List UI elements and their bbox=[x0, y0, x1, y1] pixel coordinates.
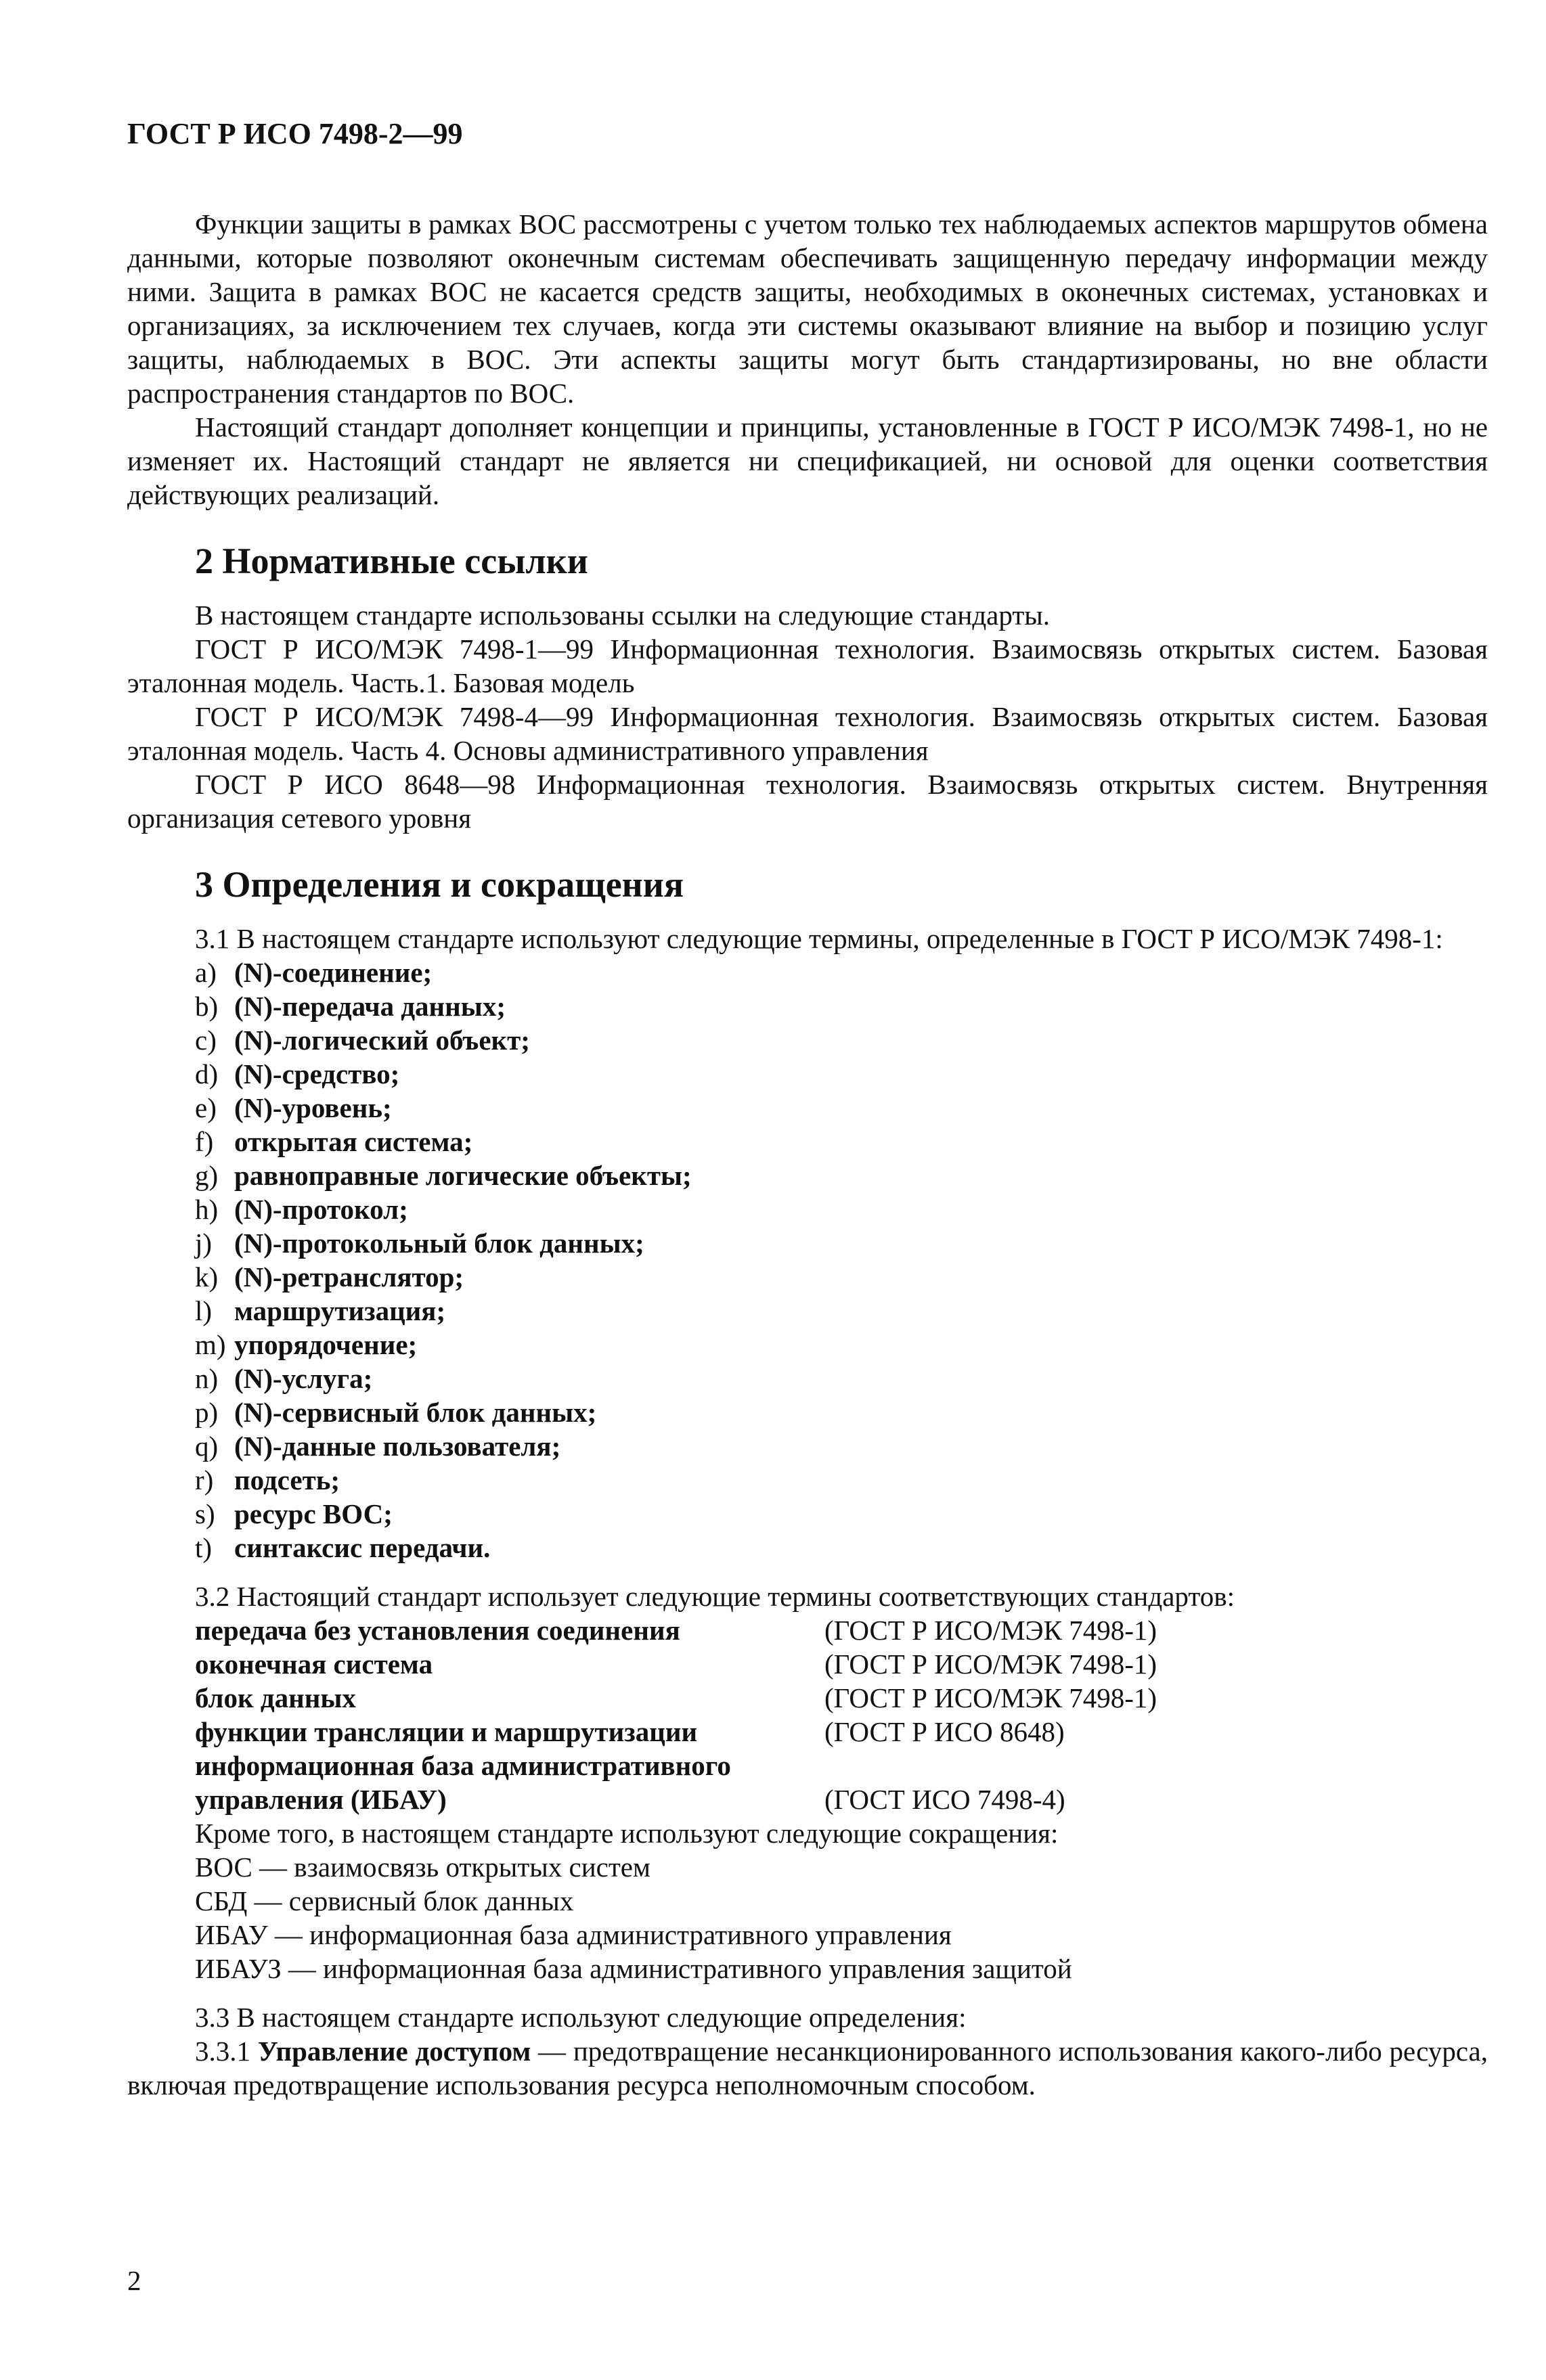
running-title: ГОСТ Р ИСО 7498-2—99 bbox=[127, 117, 463, 150]
table-row: оконечная система (ГОСТ Р ИСО/МЭК 7498-1) bbox=[195, 1648, 1157, 1680]
normative-ref-3: ГОСТ Р ИСО 8648—98 Информационная технология. Взаимосвязь открытых систем. Внутренняя организация сетевого уровня bbox=[127, 769, 1488, 834]
section-2-title: 2 Нормативные ссылки bbox=[195, 541, 588, 581]
list-item: r) подсеть; bbox=[195, 1464, 340, 1496]
definition-text: — предотвращение несанкционированного использования какого-либо ресурса, включая предотвращение использования ресурса неполномочным способом. bbox=[127, 2036, 1488, 2101]
list-item: b) (N)-передача данных; bbox=[195, 991, 506, 1022]
list-item: e) (N)-уровень; bbox=[195, 1092, 392, 1123]
abbreviation-item: ВОС — взаимосвязь открытых систем bbox=[195, 1851, 650, 1883]
table-row: информационная база административного bbox=[195, 1750, 731, 1781]
intro-paragraph-2: Настоящий стандарт дополняет концепции и принципы, установленные в ГОСТ Р ИСО/МЭК 7498-1, но не изменяет их. Настоящий стандарт не является ни спецификацией, ни основой для оценки соответствия действующих реализаций. bbox=[127, 411, 1488, 510]
list-item: n) (N)-услуга; bbox=[195, 1363, 373, 1394]
definition-3-3-1 bbox=[127, 2034, 1488, 2102]
list-item: m) упорядочение; bbox=[195, 1329, 418, 1360]
abbreviations-lead: Кроме того, в настоящем стандарте используют следующие сокращения: bbox=[195, 1818, 1059, 1849]
abbreviation-item: СБД — сервисный блок данных bbox=[195, 1885, 574, 1916]
list-item: f) открытая система; bbox=[195, 1126, 473, 1157]
intro-paragraph-1: Функции защиты в рамках ВОС рассмотрены с учетом только тех наблюдаемых аспектов маршрутов обмена данными, которые позволяют оконечным системам обеспечивать защищенную передачу информации между ними. Защита в рамках ВОС не касается средств защиты, необходимых в оконечных системах, установках и организациях, за исключением тех случаев, когда эти системы оказывают влияние на выбор и позицию услуг защиты, наблюдаемых в ВОС. Эти аспекты защиты могут быть стандартизированы, но вне области распространения стандартов по ВОС. bbox=[127, 208, 1488, 409]
abbreviation-item: ИБАУ — информационная база административного управления bbox=[195, 1919, 952, 1950]
clause-3-3: 3.3 В настоящем стандарте используют следующие определения: bbox=[195, 2002, 967, 2033]
list-item: j) (N)-протокольный блок данных; bbox=[195, 1228, 644, 1259]
table-row: передача без установления соединения (ГОСТ Р ИСО/МЭК 7498-1) bbox=[195, 1615, 1157, 1646]
terms-table-3-2 bbox=[127, 1613, 1488, 1816]
list-item: s) ресурс ВОС; bbox=[195, 1498, 393, 1529]
table-row: управления (ИБАУ) (ГОСТ ИСО 7498-4) bbox=[195, 1784, 1065, 1815]
list-item: d) (N)-средство; bbox=[195, 1058, 400, 1090]
table-row: функции трансляции и маршрутизации (ГОСТ Р ИСО 8648) bbox=[195, 1716, 1065, 1747]
terms-list-3-1 bbox=[127, 956, 1488, 1565]
clause-3-1: 3.1 В настоящем стандарте используют следующие термины, определенные в ГОСТ Р ИСО/МЭК 7498-1: bbox=[195, 923, 1443, 954]
list-item: q) (N)-данные пользователя; bbox=[195, 1431, 561, 1462]
list-item: l) маршрутизация; bbox=[195, 1295, 446, 1326]
list-item: p) (N)-сервисный блок данных; bbox=[195, 1397, 597, 1428]
list-item: a) (N)-соединение; bbox=[195, 957, 433, 988]
section-3-title: 3 Определения и сокращения bbox=[195, 864, 684, 905]
list-item: h) (N)-протокол; bbox=[195, 1194, 408, 1225]
definition-number: 3.3.1 bbox=[195, 2036, 250, 2067]
list-item: c) (N)-логический объект; bbox=[195, 1025, 530, 1056]
normative-ref-1: ГОСТ Р ИСО/МЭК 7498-1—99 Информационная технология. Взаимосвязь открытых систем. Базовая эталонная модель. Часть.1. Базовая модель bbox=[127, 633, 1488, 698]
definition-term: Управление доступом bbox=[257, 2036, 531, 2067]
clause-3-2: 3.2 Настоящий стандарт использует следующие термины соответствующих стандартов: bbox=[195, 1581, 1235, 1612]
list-item: k) (N)-ретранслятор; bbox=[195, 1261, 464, 1293]
table-row: блок данных (ГОСТ Р ИСО/МЭК 7498-1) bbox=[195, 1682, 1157, 1713]
page-number: 2 bbox=[127, 2265, 141, 2296]
list-item: g) равноправные логические объекты; bbox=[195, 1160, 692, 1191]
section-2-lead: В настоящем стандарте использованы ссылки на следующие стандарты. bbox=[195, 600, 1051, 631]
document-page bbox=[127, 115, 1488, 2102]
abbreviation-item: ИБАУЗ — информационная база административного управления защитой bbox=[195, 1953, 1072, 1984]
list-item: t) синтаксис передачи. bbox=[195, 1532, 491, 1563]
normative-ref-2: ГОСТ Р ИСО/МЭК 7498-4—99 Информационная технология. Взаимосвязь открытых систем. Базовая эталонная модель. Часть 4. Основы административного управления bbox=[127, 701, 1488, 766]
